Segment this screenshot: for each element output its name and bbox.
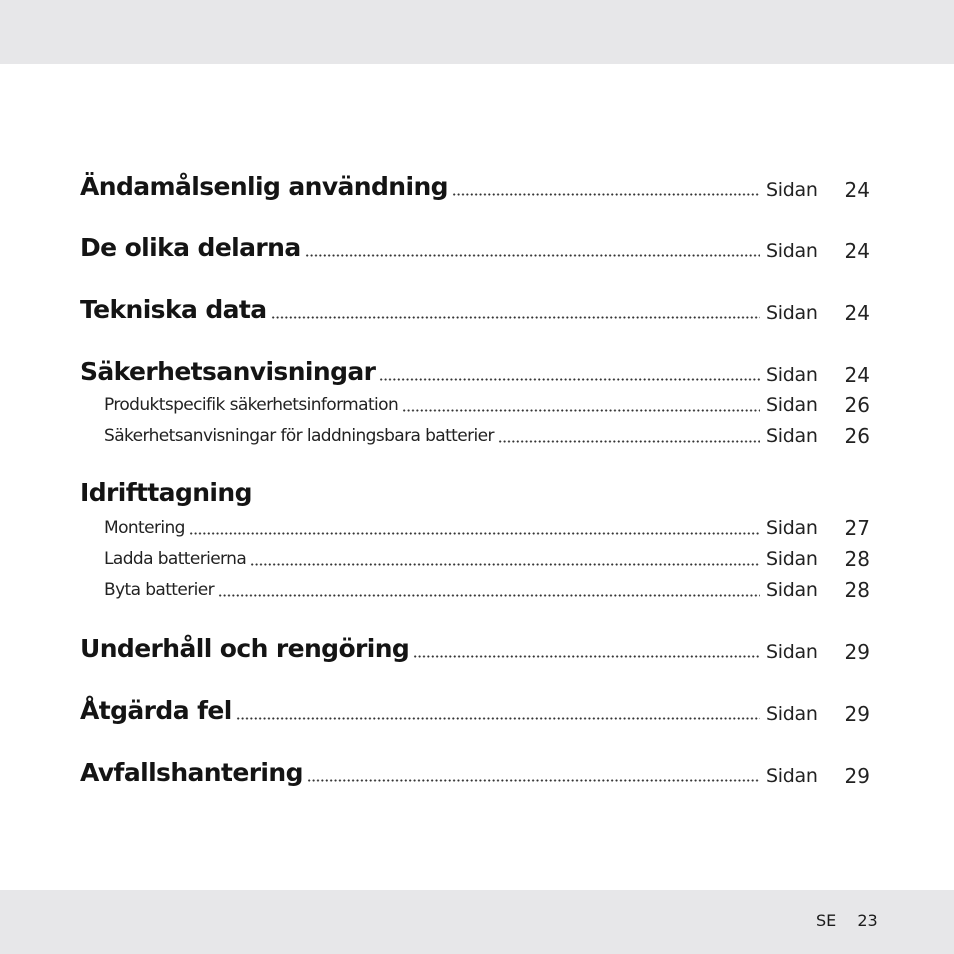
toc-subentry-byta-batterier[interactable] xyxy=(104,577,870,601)
dot-leader xyxy=(413,653,760,659)
footer-page-number: 23 xyxy=(857,911,878,930)
toc-page-label: Sidan xyxy=(766,179,818,201)
toc-page-number: 24 xyxy=(844,178,870,202)
toc-entry-title: Tekniska data xyxy=(80,295,267,324)
toc-page-number: 24 xyxy=(844,301,870,325)
page-footer xyxy=(816,911,878,930)
toc-entry-sakerhetsanvisningar[interactable] xyxy=(80,357,870,387)
toc-page-number: 26 xyxy=(844,424,870,448)
dot-leader xyxy=(189,530,760,536)
toc-entry-title: Byta batterier xyxy=(104,580,214,600)
toc-page-label: Sidan xyxy=(766,240,818,262)
toc-page-label: Sidan xyxy=(766,641,818,663)
toc-entry-andamalsenlig-anvandning[interactable] xyxy=(80,172,870,202)
toc-page-number: 26 xyxy=(844,393,870,417)
toc-entry-underhall-och-rengoring[interactable] xyxy=(80,634,870,664)
toc-entry-title: Säkerhetsanvisningar xyxy=(80,357,376,386)
toc-entry-title: Idrifttagning xyxy=(80,478,252,507)
toc-entry-title: Produktspecifik säkerhetsinformation xyxy=(104,395,399,415)
footer-language: SE xyxy=(816,911,837,930)
toc-page-number: 24 xyxy=(844,239,870,263)
toc-entry-avfallshantering[interactable] xyxy=(80,758,870,788)
toc-entry-title: Montering xyxy=(104,518,185,538)
toc-entry-title: Avfallshantering xyxy=(80,758,303,787)
dot-leader xyxy=(218,592,760,598)
toc-page-number: 28 xyxy=(844,547,870,571)
dot-leader xyxy=(452,191,760,197)
toc-page-number: 29 xyxy=(844,764,870,788)
toc-page-number: 29 xyxy=(844,640,870,664)
toc-entry-title: De olika delarna xyxy=(80,233,301,262)
toc-page-label: Sidan xyxy=(766,302,818,324)
toc-entry-title: Åtgärda fel xyxy=(80,696,232,725)
toc-subentry-ladda-batterierna[interactable] xyxy=(104,546,870,570)
toc-entry-tekniska-data[interactable] xyxy=(80,295,870,325)
dot-leader xyxy=(305,252,760,258)
toc-entry-title: Säkerhetsanvisningar för laddningsbara batterier xyxy=(104,426,494,446)
toc-page-number: 24 xyxy=(844,363,870,387)
dot-leader xyxy=(271,314,760,320)
toc-entry-title: Underhåll och rengöring xyxy=(80,634,410,663)
toc-page-number: 27 xyxy=(844,516,870,540)
toc-page-number: 29 xyxy=(844,702,870,726)
toc-page-label: Sidan xyxy=(766,765,818,787)
toc-page-label: Sidan xyxy=(766,703,818,725)
toc-subentry-montering[interactable] xyxy=(104,515,870,539)
toc-subentry-produktspecifik[interactable] xyxy=(104,392,870,416)
toc-page-label: Sidan xyxy=(766,364,818,386)
dot-leader xyxy=(307,777,760,783)
toc-entry-title: Ändamålsenlig användning xyxy=(80,172,448,201)
toc-page-label: Sidan xyxy=(766,425,818,447)
dot-leader xyxy=(402,407,760,413)
toc-entry-de-olika-delarna[interactable] xyxy=(80,233,870,263)
toc-page-label: Sidan xyxy=(766,394,818,416)
dot-leader xyxy=(250,561,760,567)
toc-page-label: Sidan xyxy=(766,517,818,539)
toc-entry-atgarda-fel[interactable] xyxy=(80,696,870,726)
toc-subentry-laddningsbara-batterier[interactable] xyxy=(104,423,870,447)
dot-leader xyxy=(236,715,760,721)
dot-leader xyxy=(379,376,760,382)
toc-page-label: Sidan xyxy=(766,579,818,601)
toc-entry-title: Ladda batterierna xyxy=(104,549,247,569)
footer-band xyxy=(0,890,954,954)
toc-entry-idrifttagning[interactable] xyxy=(80,478,870,508)
toc-page-number: 28 xyxy=(844,578,870,602)
toc-page-label: Sidan xyxy=(766,548,818,570)
dot-leader xyxy=(498,438,760,444)
